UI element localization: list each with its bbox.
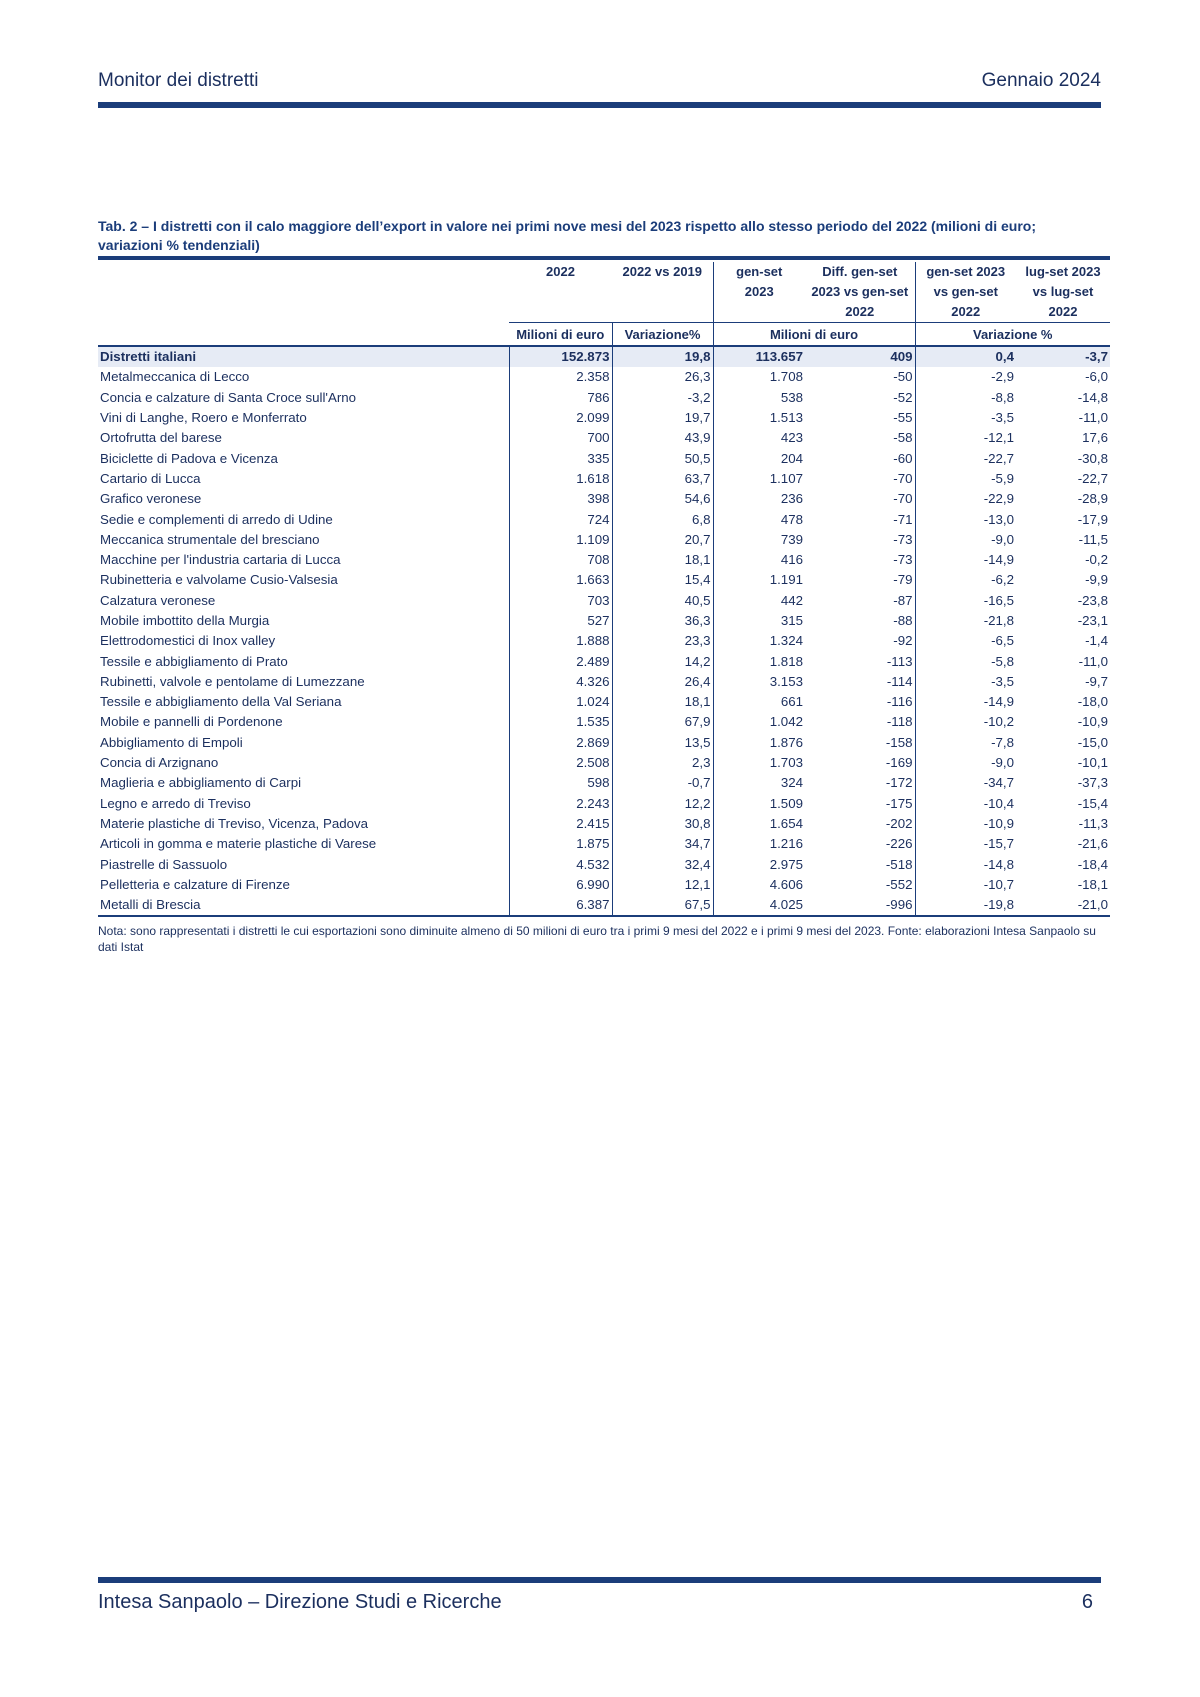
cell-diff: -70: [893, 470, 913, 486]
cell-v2022: 1.888: [509, 631, 612, 651]
cell-v2022: 527: [509, 611, 612, 631]
cell-vs2019: 30,8: [684, 815, 711, 831]
cell-diff: -172: [885, 775, 913, 791]
cell-var_genset: -5,9: [915, 469, 1016, 489]
cell-diff: -50: [893, 369, 913, 385]
units-row: [98, 323, 1110, 347]
cell-diff: -158: [885, 734, 913, 750]
cell-genset: 661: [713, 692, 805, 712]
table-row: [98, 834, 1110, 854]
table-row: [98, 895, 1110, 916]
cell-genset: 1.107: [713, 469, 805, 489]
district-name: Macchine per l'industria cartaria di Lucca: [100, 552, 341, 568]
cell-v2022: 724: [509, 509, 612, 529]
cell-vs2019: 2,3: [692, 755, 711, 771]
district-name: Mobile e pannelli di Pordenone: [100, 714, 283, 730]
cell-v2022: 1.535: [509, 712, 612, 732]
cell-diff: -118: [886, 714, 913, 730]
cell-vs2019: 50,5: [684, 450, 711, 466]
cell-var_genset: -10,7: [915, 875, 1016, 895]
cell-var_genset: -6,5: [915, 631, 1016, 651]
col-header: vs gen-set: [915, 282, 1016, 302]
cell-var_genset: -13,0: [915, 509, 1016, 529]
col-header: 2022: [1048, 304, 1078, 319]
cell-genset: 1.654: [713, 814, 805, 834]
cell-var_genset: -14,9: [915, 550, 1016, 570]
cell-var_lugset: -1,4: [1085, 633, 1108, 649]
cell-var_genset: -21,8: [915, 611, 1016, 631]
district-name: Sedie e complementi di arredo di Udine: [100, 511, 333, 527]
cell-var_genset: -3,5: [915, 672, 1016, 692]
cell-diff: -55: [893, 410, 913, 426]
cell-var_lugset: -11,3: [1078, 815, 1108, 831]
cell-v2022: 703: [509, 591, 612, 611]
table-row: [98, 611, 1110, 631]
cell-var_genset: -10,2: [915, 712, 1016, 732]
header-row-2: [98, 282, 1110, 302]
cell-var_genset: -7,8: [915, 733, 1016, 753]
cell-vs2019: 20,7: [684, 531, 711, 547]
table-row: [98, 388, 1110, 408]
cell-var_genset: -10,9: [915, 814, 1016, 834]
cell-var_lugset: -3,7: [1016, 346, 1110, 367]
cell-var_genset: -8,8: [915, 388, 1016, 408]
cell-var_lugset: -21,6: [1077, 836, 1108, 852]
table-row: [98, 814, 1110, 834]
district-name: Mobile imbottito della Murgia: [100, 613, 270, 628]
district-name: Calzatura veronese: [100, 592, 216, 608]
table-row: [98, 489, 1110, 509]
cell-var_lugset: -9,9: [1085, 572, 1108, 588]
cell-var_lugset: -18,1: [1077, 876, 1108, 892]
cell-var_genset: -3,5: [915, 408, 1016, 428]
cell-diff: -175: [885, 795, 913, 811]
cell-genset: 4.025: [713, 895, 805, 916]
cell-v2022: 2.243: [509, 794, 612, 814]
header-row-3: [98, 302, 1110, 323]
cell-diff: -202: [885, 815, 913, 831]
cell-v2022: 4.532: [509, 854, 612, 874]
cell-vs2019: 18,1: [684, 694, 711, 710]
page-number: 6: [1081, 1591, 1093, 1613]
caption-rule: [98, 256, 1110, 260]
cell-diff: -88: [893, 613, 913, 628]
cell-vs2019: 40,5: [684, 592, 711, 608]
cell-genset: 1.708: [713, 367, 805, 387]
cell-diff: -71: [893, 511, 913, 527]
cell-diff: -52: [893, 389, 913, 405]
col-header: vs lug-set: [1032, 284, 1094, 299]
cell-genset: 1.509: [713, 794, 805, 814]
cell-v2022: 700: [509, 428, 612, 448]
col-header: 2022 vs 2019: [622, 264, 703, 279]
cell-var_lugset: -9,7: [1085, 673, 1108, 689]
cell-var_genset: -5,8: [915, 651, 1016, 671]
cell-genset: 113.657: [713, 346, 805, 367]
cell-vs2019: 67,5: [612, 895, 713, 916]
cell-vs2019: 12,1: [684, 876, 711, 892]
cell-genset: 538: [713, 388, 805, 408]
cell-genset: 416: [713, 550, 805, 570]
cell-var_genset: -14,9: [915, 692, 1016, 712]
cell-vs2019: 26,4: [684, 673, 711, 689]
cell-diff: -169: [885, 755, 913, 771]
table-row: [98, 854, 1110, 874]
cell-diff: -87: [893, 592, 913, 608]
cell-vs2019: 15,4: [684, 572, 711, 588]
cell-var_lugset: -21,0: [1016, 895, 1110, 916]
total-row: [98, 346, 1110, 367]
cell-vs2019: 18,1: [684, 552, 711, 568]
cell-vs2019: 14,2: [684, 653, 711, 669]
cell-diff: -996: [805, 895, 915, 916]
district-name: Articoli in gomma e materie plastiche di Varese: [100, 836, 377, 852]
table-row: [98, 570, 1110, 590]
table-row: [98, 773, 1110, 793]
cell-var_lugset: -23,1: [1077, 613, 1108, 628]
cell-diff: -73: [893, 531, 913, 547]
cell-vs2019: -0,7: [687, 775, 711, 791]
cell-genset: 1.703: [713, 753, 805, 773]
cell-diff: -116: [886, 694, 913, 710]
col-header: 2023: [713, 282, 805, 302]
table-row: [98, 550, 1110, 570]
district-name: Tessile e abbigliamento della Val Seriana: [100, 694, 342, 710]
district-name: Rubinetteria e valvolame Cusio-Valsesia: [100, 572, 338, 588]
cell-var_genset: -2,9: [915, 367, 1016, 387]
table-row: [98, 875, 1110, 895]
col-header: gen-set 2023: [915, 262, 1016, 282]
district-name: Concia di Arzignano: [100, 755, 219, 771]
col-header: Diff. gen-set: [822, 264, 898, 279]
col-header: 2022: [845, 304, 875, 319]
cell-vs2019: 13,5: [684, 734, 711, 750]
cell-var_genset: -19,8: [915, 895, 1016, 916]
table-row: [98, 530, 1110, 550]
cell-vs2019: 19,7: [684, 410, 711, 426]
cell-var_lugset: -11,0: [1078, 653, 1108, 669]
cell-vs2019: 32,4: [684, 856, 711, 872]
district-name: Grafico veronese: [100, 491, 202, 507]
table-row: [98, 509, 1110, 529]
cell-genset: 739: [713, 530, 805, 550]
cell-v2022: 598: [509, 773, 612, 793]
cell-var_genset: -10,4: [915, 794, 1016, 814]
district-name: Meccanica strumentale del bresciano: [100, 531, 320, 547]
cell-var_lugset: -15,4: [1077, 795, 1108, 811]
cell-var_genset: -22,9: [915, 489, 1016, 509]
header-row-1: [98, 262, 1110, 282]
cell-diff: -226: [885, 836, 913, 852]
unit-label: Milioni di euro: [509, 323, 612, 347]
cell-var_lugset: -37,3: [1077, 775, 1108, 791]
cell-var_genset: -9,0: [915, 530, 1016, 550]
cell-v2022: 1.875: [509, 834, 612, 854]
cell-vs2019: 34,7: [684, 836, 711, 852]
cell-var_lugset: -18,4: [1077, 856, 1108, 872]
district-name: Materie plastiche di Treviso, Vicenza, Padova: [100, 815, 369, 831]
cell-v2022: 2.508: [509, 753, 612, 773]
cell-v2022: 398: [509, 489, 612, 509]
unit-label: Variazione %: [915, 323, 1110, 347]
cell-vs2019: 43,9: [684, 430, 711, 446]
cell-v2022: 2.489: [509, 651, 612, 671]
district-name: Concia e calzature di Santa Croce sull'Arno: [100, 389, 357, 405]
district-name: Vini di Langhe, Roero e Monferrato: [100, 410, 307, 426]
table-note: Nota: sono rappresentati i distretti le cui esportazioni sono diminuite almeno di 50 milioni di euro tra i primi 9 mesi del 2022 e i primi 9 mesi del 2023. Fonte: elaborazioni Intesa Sanpaolo su dati Istat: [98, 924, 1096, 954]
cell-var_genset: -22,7: [915, 448, 1016, 468]
cell-diff: -92: [893, 633, 913, 649]
cell-v2022: 708: [509, 550, 612, 570]
table-row: [98, 692, 1110, 712]
cell-diff: -70: [893, 491, 913, 507]
cell-var_lugset: -6,0: [1085, 369, 1108, 385]
table-caption: Tab. 2 – I distretti con il calo maggiore dell’export in valore nei primi nove mesi del 2023 rispetto allo stesso periodo del 2022 (milioni di euro; variazioni % tendenziali): [98, 218, 1036, 253]
footer-rule: [98, 1577, 1101, 1583]
district-name: Rubinetti, valvole e pentolame di Lumezzane: [100, 673, 365, 689]
cell-v2022: 2.099: [509, 408, 612, 428]
cell-genset: 1.513: [713, 408, 805, 428]
cell-genset: 4.606: [713, 875, 805, 895]
district-name: Ortofrutta del barese: [100, 430, 222, 446]
district-name: Pelletteria e calzature di Firenze: [100, 876, 290, 892]
cell-diff: -73: [893, 552, 913, 568]
cell-v2022: 4.326: [509, 672, 612, 692]
table-row: [98, 672, 1110, 692]
table-row: [98, 651, 1110, 671]
cell-v2022: 2.358: [509, 367, 612, 387]
cell-genset: 2.975: [713, 854, 805, 874]
table-row: [98, 469, 1110, 489]
districts-table: [98, 262, 1110, 917]
cell-v2022: 2.869: [509, 733, 612, 753]
cell-var_lugset: -23,8: [1077, 592, 1108, 608]
cell-vs2019: 67,9: [684, 714, 711, 730]
table-row: [98, 712, 1110, 732]
cell-vs2019: 23,3: [684, 633, 711, 649]
cell-vs2019: -3,2: [687, 389, 711, 405]
district-name: Biciclette di Padova e Vicenza: [100, 450, 278, 466]
table-row: [98, 367, 1110, 387]
table-row: [98, 753, 1110, 773]
cell-v2022: 1.663: [509, 570, 612, 590]
cell-diff: -79: [893, 572, 913, 588]
unit-label: Variazione%: [612, 323, 713, 347]
cell-var_lugset: -0,2: [1085, 552, 1108, 568]
cell-v2022: 2.415: [509, 814, 612, 834]
table-row: [98, 428, 1110, 448]
cell-var_lugset: -14,8: [1077, 389, 1108, 405]
footer-source: Intesa Sanpaolo – Direzione Studi e Ricerche: [98, 1591, 502, 1613]
col-header: gen-set: [713, 262, 805, 282]
cell-var_genset: -12,1: [915, 428, 1016, 448]
cell-var_genset: -6,2: [915, 570, 1016, 590]
district-name: Cartario di Lucca: [100, 470, 201, 486]
cell-genset: 1.818: [713, 651, 805, 671]
cell-genset: 1.324: [713, 631, 805, 651]
cell-var_lugset: -22,7: [1077, 470, 1108, 486]
cell-v2022: 1.024: [509, 692, 612, 712]
district-name: Elettrodomestici di Inox valley: [100, 633, 276, 649]
cell-diff: -518: [885, 856, 913, 872]
cell-diff: -114: [886, 673, 913, 689]
district-name: Distretti italiani: [98, 346, 509, 367]
cell-var_genset: -9,0: [915, 753, 1016, 773]
cell-diff: -552: [885, 876, 913, 892]
cell-vs2019: 6,8: [692, 511, 711, 527]
cell-genset: 236: [713, 489, 805, 509]
cell-genset: 442: [713, 591, 805, 611]
cell-v2022: 1.109: [509, 530, 612, 550]
table-row: [98, 631, 1110, 651]
cell-v2022: 786: [509, 388, 612, 408]
cell-var_genset: -15,7: [915, 834, 1016, 854]
cell-diff: -113: [886, 653, 913, 669]
cell-var_lugset: -17,9: [1077, 511, 1108, 527]
cell-vs2019: 36,3: [684, 613, 711, 628]
cell-var_genset: -34,7: [915, 773, 1016, 793]
cell-genset: 1.042: [713, 712, 805, 732]
col-header: 2022: [915, 302, 1016, 323]
cell-var_genset: -14,8: [915, 854, 1016, 874]
cell-v2022: 1.618: [509, 469, 612, 489]
cell-diff: 409: [805, 346, 915, 367]
cell-genset: 1.216: [713, 834, 805, 854]
cell-genset: 204: [713, 448, 805, 468]
cell-vs2019: 54,6: [684, 491, 711, 507]
cell-genset: 1.191: [713, 570, 805, 590]
cell-diff: -58: [893, 430, 913, 446]
col-header: 2022: [546, 264, 575, 279]
cell-var_lugset: -10,9: [1077, 714, 1108, 730]
cell-vs2019: 26,3: [684, 369, 711, 385]
cell-diff: -60: [893, 450, 913, 466]
cell-v2022: 6.990: [509, 875, 612, 895]
cell-var_lugset: -28,9: [1077, 491, 1108, 507]
table-row: [98, 733, 1110, 753]
district-name: Metalli di Brescia: [98, 895, 509, 916]
col-header: lug-set 2023: [1025, 264, 1101, 279]
header-rule: [98, 102, 1101, 108]
col-header: 2023 vs gen-set: [811, 284, 909, 299]
cell-genset: 3.153: [713, 672, 805, 692]
cell-genset: 1.876: [713, 733, 805, 753]
table-row: [98, 408, 1110, 428]
cell-v2022: 335: [509, 448, 612, 468]
cell-var_lugset: -11,5: [1078, 531, 1108, 547]
cell-vs2019: 19,8: [612, 346, 713, 367]
district-name: Piastrelle di Sassuolo: [100, 856, 228, 872]
table-row: [98, 591, 1110, 611]
district-name: Tessile e abbigliamento di Prato: [100, 653, 288, 669]
cell-genset: 315: [713, 611, 805, 631]
header-date: Gennaio 2024: [981, 70, 1101, 91]
cell-var_lugset: -10,1: [1077, 755, 1108, 771]
cell-var_genset: 0,4: [915, 346, 1016, 367]
district-name: Legno e arredo di Treviso: [100, 795, 251, 811]
cell-var_lugset: -18,0: [1077, 694, 1108, 710]
cell-var_genset: -16,5: [915, 591, 1016, 611]
cell-genset: 478: [713, 509, 805, 529]
cell-vs2019: 63,7: [684, 470, 711, 486]
cell-v2022: 152.873: [509, 346, 612, 367]
table-row: [98, 794, 1110, 814]
district-name: Maglieria e abbigliamento di Carpi: [100, 775, 302, 791]
cell-var_lugset: -30,8: [1077, 450, 1108, 466]
unit-label: Milioni di euro: [713, 323, 915, 347]
district-name: Metalmeccanica di Lecco: [100, 369, 250, 385]
cell-v2022: 6.387: [509, 895, 612, 916]
cell-var_lugset: -15,0: [1077, 734, 1108, 750]
cell-var_lugset: 17,6: [1082, 430, 1108, 446]
table-row: [98, 448, 1110, 468]
cell-vs2019: 12,2: [684, 795, 711, 811]
cell-genset: 324: [713, 773, 805, 793]
cell-genset: 423: [713, 428, 805, 448]
district-name: Abbigliamento di Empoli: [100, 734, 243, 750]
header-title: Monitor dei distretti: [98, 70, 259, 91]
cell-var_lugset: -11,0: [1078, 410, 1108, 426]
